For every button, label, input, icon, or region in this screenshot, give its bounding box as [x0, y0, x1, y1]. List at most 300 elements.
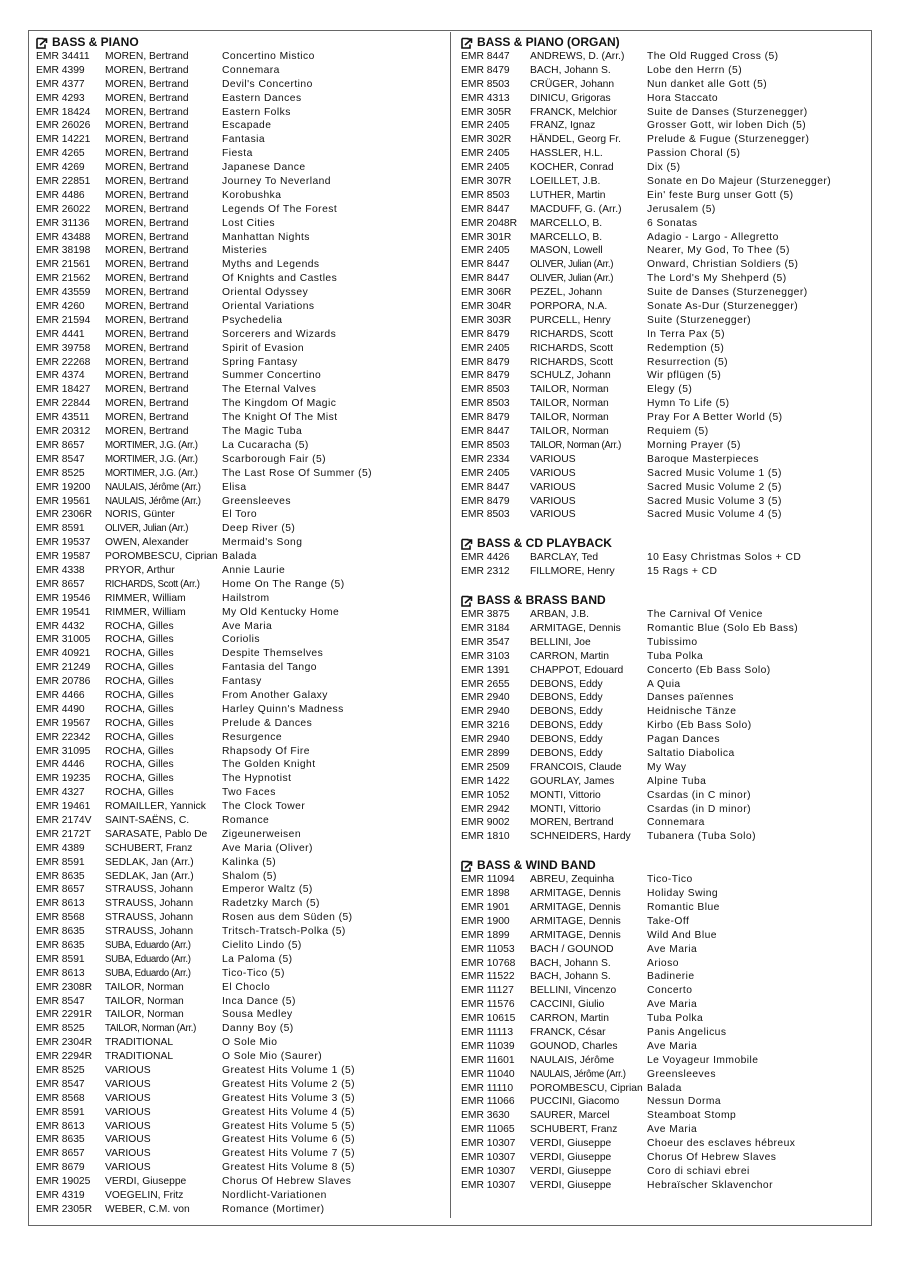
title: Greatest Hits Volume 8 (5) [222, 1162, 356, 1174]
composer: VARIOUS [105, 1162, 151, 1174]
title: Korobushka [222, 189, 282, 201]
title: Jerusalem (5) [647, 203, 716, 215]
catalog-row [461, 133, 866, 147]
title: Zigeunerweisen [222, 828, 301, 840]
title: Shalom (5) [222, 870, 277, 882]
catalog-row [461, 957, 866, 971]
catalog-row [461, 78, 866, 92]
title: Sonate As-Dur (Sturzenegger) [647, 301, 799, 313]
title: Onward, Christian Soldiers (5) [647, 259, 799, 271]
composer: BELLINI, Joe [530, 636, 591, 648]
left-column [36, 35, 444, 1217]
catalog-number: EMR 19235 [36, 773, 91, 785]
catalog-row [461, 356, 866, 370]
catalog-number: EMR 11576 [461, 999, 515, 1011]
catalog-number: EMR 2172T [36, 828, 91, 840]
composer: MONTI, Vittorio [530, 803, 601, 815]
title: The Kingdom Of Magic [222, 398, 337, 410]
catalog-row [36, 800, 444, 814]
catalog-row [36, 314, 444, 328]
title: Summer Concertino [222, 370, 322, 382]
title: Deep River (5) [222, 523, 296, 535]
title: Pagan Dances [647, 734, 720, 746]
composer: PUCCINI, Giacomo [530, 1096, 620, 1108]
title: Choeur des esclaves hébreux [647, 1138, 796, 1150]
catalog-number: EMR 26022 [36, 203, 91, 215]
catalog-number: EMR 19461 [36, 801, 91, 813]
catalog-row [36, 1147, 444, 1161]
composer: VARIOUS [105, 1106, 151, 1118]
catalog-number: EMR 11065 [461, 1124, 515, 1136]
composer: ARMITAGE, Dennis [530, 901, 621, 913]
title: Hebraïscher Sklavenchor [647, 1179, 773, 1191]
publisher-icon [461, 37, 474, 49]
catalog-row [461, 608, 866, 622]
composer: MOREN, Bertrand [105, 78, 189, 90]
title: Chorus Of Hebrew Slaves [647, 1152, 777, 1164]
catalog-row [461, 565, 866, 579]
catalog-row [461, 1012, 866, 1026]
composer: MARCELLO, B. [530, 231, 603, 243]
title: Fantasia [222, 134, 266, 146]
catalog-row [461, 1026, 866, 1040]
catalog-row [461, 943, 866, 957]
catalog-number: EMR 4441 [36, 328, 85, 340]
catalog-number: EMR 22342 [36, 731, 91, 743]
catalog-number: EMR 8635 [36, 926, 85, 938]
composer: MARCELLO, B. [530, 217, 603, 229]
catalog-row [36, 689, 444, 703]
composer: LOEILLET, J.B. [530, 176, 601, 188]
title: The Lord's My Shehperd (5) [647, 273, 787, 285]
catalog-number: EMR 4490 [36, 703, 85, 715]
catalog-row [461, 286, 866, 300]
title: 6 Sonatas [647, 217, 698, 229]
title: Sousa Medley [222, 1009, 293, 1021]
composer: OWEN, Alexander [105, 537, 189, 549]
composer: CACCINI, Giulio [530, 999, 605, 1011]
composer: PEZEL, Johann [530, 287, 603, 299]
composer: MOREN, Bertrand [105, 217, 189, 229]
section-bass-piano-organ [461, 35, 866, 536]
title: Oriental Odyssey [222, 287, 309, 299]
title: Wir pflügen (5) [647, 370, 722, 382]
catalog-row [36, 189, 444, 203]
title: A Quia [647, 678, 681, 690]
composer: BACH, Johann S. [530, 971, 611, 983]
catalog-row [461, 1095, 866, 1109]
catalog-number: EMR 8479 [461, 64, 510, 76]
title: Alpine Tuba [647, 775, 707, 787]
composer: POROMBESCU, Ciprian [105, 551, 218, 563]
title: Greatest Hits Volume 7 (5) [222, 1148, 356, 1160]
catalog-number: EMR 8547 [36, 995, 85, 1007]
title: Nordlicht-Variationen [222, 1190, 327, 1202]
title: Home On The Range (5) [222, 578, 345, 590]
title: Kirbo (Eb Bass Solo) [647, 720, 752, 732]
title: Prelude & Dances [222, 717, 313, 729]
catalog-row [36, 231, 444, 245]
composer: MOREN, Bertrand [105, 398, 189, 410]
catalog-row [36, 856, 444, 870]
catalog-row [36, 439, 444, 453]
catalog-number: EMR 2405 [461, 342, 510, 354]
section-heading [461, 35, 866, 50]
catalog-row [36, 356, 444, 370]
catalog-number: EMR 8447 [461, 259, 510, 271]
title: Danses païennes [647, 692, 734, 704]
catalog-number: EMR 4389 [36, 842, 85, 854]
title: El Choclo [222, 981, 271, 993]
catalog-row [36, 633, 444, 647]
composer: SCHUBERT, Franz [530, 1124, 618, 1136]
catalog-row [36, 244, 444, 258]
title: Legends Of The Forest [222, 203, 338, 215]
catalog-row [461, 453, 866, 467]
composer: MOREN, Bertrand [105, 412, 189, 424]
catalog-number: EMR 11522 [461, 971, 515, 983]
composer: CHAPPOT, Edouard [530, 664, 624, 676]
title: Rosen aus dem Süden (5) [222, 912, 353, 924]
title: Greensleeves [222, 495, 291, 507]
composer: SUBA, Eduardo (Arr.) [105, 967, 191, 979]
composer: MOREN, Bertrand [105, 176, 189, 188]
composer: ANDREWS, D. (Arr.) [530, 51, 625, 62]
catalog-row [36, 786, 444, 800]
catalog-row [36, 92, 444, 106]
section-bass-cd-playback [461, 536, 866, 593]
composer: HASSLER, H.L. [530, 148, 603, 160]
catalog-row [461, 467, 866, 481]
title: Journey To Neverland [222, 176, 331, 188]
composer: VARIOUS [530, 509, 576, 521]
composer: RIMMER, William [105, 592, 186, 604]
catalog-number: EMR 31136 [36, 217, 90, 229]
composer: RICHARDS, Scott [530, 356, 613, 368]
catalog-row [461, 929, 866, 943]
title: Morning Prayer (5) [647, 439, 741, 451]
catalog-row [36, 550, 444, 564]
catalog-row [461, 175, 866, 189]
composer: DEBONS, Eddy [530, 678, 603, 690]
catalog-row [36, 1064, 444, 1078]
catalog-number: EMR 1052 [461, 789, 510, 801]
catalog-row [461, 678, 866, 692]
catalog-number: EMR 4432 [36, 620, 85, 632]
catalog-number: EMR 2291R [36, 1009, 93, 1021]
catalog-row [36, 995, 444, 1009]
catalog-number: EMR 2655 [461, 678, 510, 690]
catalog-row [36, 78, 444, 92]
catalog-row [36, 1022, 444, 1036]
catalog-row [36, 467, 444, 481]
catalog-row [36, 1175, 444, 1189]
catalog-number: EMR 11094 [461, 874, 515, 886]
catalog-number: EMR 8525 [36, 1065, 85, 1077]
composer: MOREN, Bertrand [105, 314, 189, 326]
composer: BACH, Johann S. [530, 64, 611, 76]
catalog-row [461, 1151, 866, 1165]
composer: TAILOR, Norman [105, 981, 184, 993]
catalog-number: EMR 18424 [36, 106, 91, 118]
composer: MOREN, Bertrand [530, 817, 614, 829]
composer: VERDI, Giuseppe [530, 1179, 612, 1191]
composer: MOREN, Bertrand [105, 301, 189, 313]
catalog-number: EMR 8547 [36, 1078, 85, 1090]
catalog-row [461, 1068, 866, 1082]
catalog-row [36, 814, 444, 828]
composer: NAULAIS, Jérôme (Arr.) [105, 481, 201, 493]
title: Concertino Mistico [222, 51, 315, 62]
catalog-row [36, 1203, 444, 1217]
composer: FILLMORE, Henry [530, 566, 615, 578]
composer: OLIVER, Julian (Arr.) [530, 273, 614, 285]
catalog-number: EMR 8503 [461, 398, 510, 410]
composer: MOREN, Bertrand [105, 134, 189, 146]
composer: GOUNOD, Charles [530, 1040, 618, 1052]
catalog-number: EMR 1422 [461, 775, 510, 787]
catalog-row [461, 719, 866, 733]
catalog-number: EMR 22844 [36, 398, 91, 410]
catalog-row [36, 842, 444, 856]
section-heading-text: BASS & WIND BAND [477, 858, 596, 873]
title: Resurgence [222, 731, 283, 743]
catalog-number: EMR 1900 [461, 915, 510, 927]
catalog-number: EMR 19546 [36, 592, 91, 604]
catalog-number: EMR 2405 [461, 245, 510, 257]
composer: VARIOUS [105, 1092, 151, 1104]
catalog-row [36, 1106, 444, 1120]
catalog-number: EMR 2509 [461, 761, 510, 773]
catalog-row [36, 828, 444, 842]
composer: ARMITAGE, Dennis [530, 622, 621, 634]
catalog-number: EMR 21562 [36, 273, 91, 285]
composer: HÄNDEL, Georg Fr. [530, 134, 621, 146]
composer: VERDI, Giuseppe [530, 1152, 612, 1164]
catalog-number: EMR 8657 [36, 578, 85, 590]
title: Fantasy [222, 676, 262, 688]
catalog-number: EMR 2334 [461, 453, 510, 465]
catalog-row [36, 495, 444, 509]
catalog-row [36, 758, 444, 772]
composer: TAILOR, Norman [105, 1009, 184, 1021]
composer: RICHARDS, Scott (Arr.) [105, 578, 200, 590]
catalog-number: EMR 1810 [461, 831, 510, 843]
composer: OLIVER, Julian (Arr.) [530, 259, 614, 271]
composer: SEDLAK, Jan (Arr.) [105, 856, 194, 868]
composer: TAILOR, Norman [530, 412, 609, 424]
publisher-icon [461, 538, 474, 550]
composer: MONTI, Vittorio [530, 789, 601, 801]
title: Connemara [647, 817, 705, 829]
catalog-number: EMR 8591 [36, 953, 85, 965]
catalog-number: EMR 4327 [36, 787, 85, 799]
composer: MASON, Lowell [530, 245, 603, 257]
catalog-row [36, 1008, 444, 1022]
title: Sacred Music Volume 1 (5) [647, 467, 782, 479]
catalog-row [461, 411, 866, 425]
catalog-row [461, 161, 866, 175]
title: Tico-Tico [647, 874, 693, 886]
catalog-number: EMR 8568 [36, 912, 85, 924]
composer: TRADITIONAL [105, 1051, 174, 1063]
title: The Golden Knight [222, 759, 316, 771]
title: Radetzky March (5) [222, 898, 320, 910]
right-column [461, 35, 866, 1193]
title: Suite de Danses (Sturzenegger) [647, 106, 808, 118]
catalog-row [461, 106, 866, 120]
catalog-row [461, 789, 866, 803]
title: Concerto (Eb Bass Solo) [647, 664, 771, 676]
catalog-number: EMR 304R [461, 301, 512, 313]
catalog-row [461, 217, 866, 231]
title: Ein' feste Burg unser Gott (5) [647, 189, 794, 201]
column-divider [450, 32, 451, 1218]
catalog-row [461, 481, 866, 495]
composer: POROMBESCU, Ciprian [530, 1082, 643, 1094]
catalog-number: EMR 10768 [461, 957, 516, 969]
title: Coriolis [222, 634, 260, 646]
catalog-number: EMR 8503 [461, 509, 510, 521]
catalog-row [36, 1133, 444, 1147]
catalog-number: EMR 2312 [461, 566, 510, 578]
catalog-number: EMR 4338 [36, 564, 85, 576]
composer: STRAUSS, Johann [105, 926, 194, 938]
catalog-row [36, 522, 444, 536]
catalog-number: EMR 2405 [461, 120, 510, 132]
composer: MOREN, Bertrand [105, 328, 189, 340]
title: Badinerie [647, 971, 695, 983]
catalog-row [36, 453, 444, 467]
title: La Cucaracha (5) [222, 439, 309, 451]
title: Romantic Blue (Solo Eb Bass) [647, 622, 799, 634]
composer: MOREN, Bertrand [105, 92, 189, 104]
title: Tuba Polka [647, 650, 704, 662]
catalog-row [36, 203, 444, 217]
composer: ROCHA, Gilles [105, 689, 174, 701]
catalog-row [461, 244, 866, 258]
title: Balada [647, 1082, 682, 1094]
title: Two Faces [222, 787, 276, 799]
catalog-number: EMR 303R [461, 314, 512, 326]
catalog-number: EMR 302R [461, 134, 512, 146]
title: Coro di schiavi ebrei [647, 1165, 750, 1177]
catalog-row [461, 970, 866, 984]
composer: ROCHA, Gilles [105, 745, 174, 757]
publisher-icon [461, 595, 474, 607]
catalog-row [36, 481, 444, 495]
catalog-number: EMR 8447 [461, 426, 510, 438]
composer: MOREN, Bertrand [105, 162, 189, 174]
title: O Sole Mio (Saurer) [222, 1051, 323, 1063]
catalog-number: EMR 2405 [461, 148, 510, 160]
catalog-row [461, 369, 866, 383]
catalog-row [36, 1120, 444, 1134]
composer: TAILOR, Norman [530, 398, 609, 410]
composer: SCHUBERT, Franz [105, 842, 193, 854]
catalog-row [36, 328, 444, 342]
composer: PRYOR, Arthur [105, 564, 175, 576]
catalog-number: EMR 306R [461, 287, 512, 299]
composer: ROCHA, Gilles [105, 773, 174, 785]
title: Ave Maria [647, 999, 698, 1011]
catalog-number: EMR 11053 [461, 943, 515, 955]
catalog-number: EMR 8447 [461, 51, 510, 62]
title: Holiday Swing [647, 888, 719, 900]
title: Nun danket alle Gott (5) [647, 78, 768, 90]
title: Escapade [222, 120, 272, 132]
composer: ARMITAGE, Dennis [530, 929, 621, 941]
composer: DINICU, Grigoras [530, 92, 611, 104]
catalog-number: EMR 307R [461, 176, 512, 188]
catalog-number: EMR 3216 [461, 720, 510, 732]
catalog-row [461, 664, 866, 678]
title: Hailstrom [222, 592, 270, 604]
section-bass-wind-band [461, 858, 866, 1192]
catalog-number: EMR 10615 [461, 1013, 516, 1025]
composer: STRAUSS, Johann [105, 912, 194, 924]
catalog-row [461, 551, 866, 565]
catalog-number: EMR 11113 [461, 1027, 514, 1038]
composer: LUTHER, Martin [530, 189, 606, 201]
title: Balada [222, 551, 257, 563]
composer: MOREN, Bertrand [105, 384, 189, 396]
title: From Another Galaxy [222, 689, 328, 701]
composer: KOCHER, Conrad [530, 162, 614, 174]
catalog-number: EMR 2305R [36, 1203, 93, 1215]
section-spacer [461, 844, 866, 858]
title: Elisa [222, 481, 247, 493]
catalog-row [461, 1123, 866, 1137]
catalog-number: EMR 4374 [36, 370, 85, 382]
catalog-row [36, 1092, 444, 1106]
catalog-row [461, 508, 866, 522]
catalog-row [36, 64, 444, 78]
composer: MOREN, Bertrand [105, 120, 189, 132]
title: Tubanera (Tuba Solo) [647, 831, 756, 843]
catalog-number: EMR 8613 [36, 1120, 85, 1132]
catalog-number: EMR 2306R [36, 509, 93, 521]
composer: TAILOR, Norman (Arr.) [105, 1023, 196, 1035]
composer: FRANCK, Melchior [530, 106, 617, 118]
title: Mermaid's Song [222, 537, 303, 549]
catalog-row [461, 650, 866, 664]
title: In Terra Pax (5) [647, 328, 725, 340]
catalog-number: EMR 3547 [461, 636, 510, 648]
composer: OLIVER, Julian (Arr.) [105, 523, 189, 535]
composer: MACDUFF, G. (Arr.) [530, 203, 622, 215]
title: The Magic Tuba [222, 426, 303, 438]
section-heading-text: BASS & PIANO [52, 35, 139, 49]
composer: SEDLAK, Jan (Arr.) [105, 870, 194, 882]
title: Ave Maria [222, 620, 273, 632]
catalog-number: EMR 2048R [461, 217, 518, 229]
title: Harley Quinn's Madness [222, 703, 344, 715]
catalog-row [461, 203, 866, 217]
catalog-number: EMR 4377 [36, 78, 85, 90]
catalog-number: EMR 8568 [36, 1092, 85, 1104]
composer: DEBONS, Eddy [530, 692, 603, 704]
catalog-number: EMR 8613 [36, 898, 85, 910]
composer: RIMMER, William [105, 606, 186, 618]
title: Rhapsody Of Fire [222, 745, 310, 757]
catalog-number: EMR 8447 [461, 481, 510, 493]
catalog-number: EMR 39758 [36, 342, 91, 354]
catalog-row [461, 901, 866, 915]
catalog-number: EMR 8479 [461, 370, 510, 382]
composer: FRANCOIS, Claude [530, 761, 622, 773]
catalog-row [461, 1082, 866, 1096]
